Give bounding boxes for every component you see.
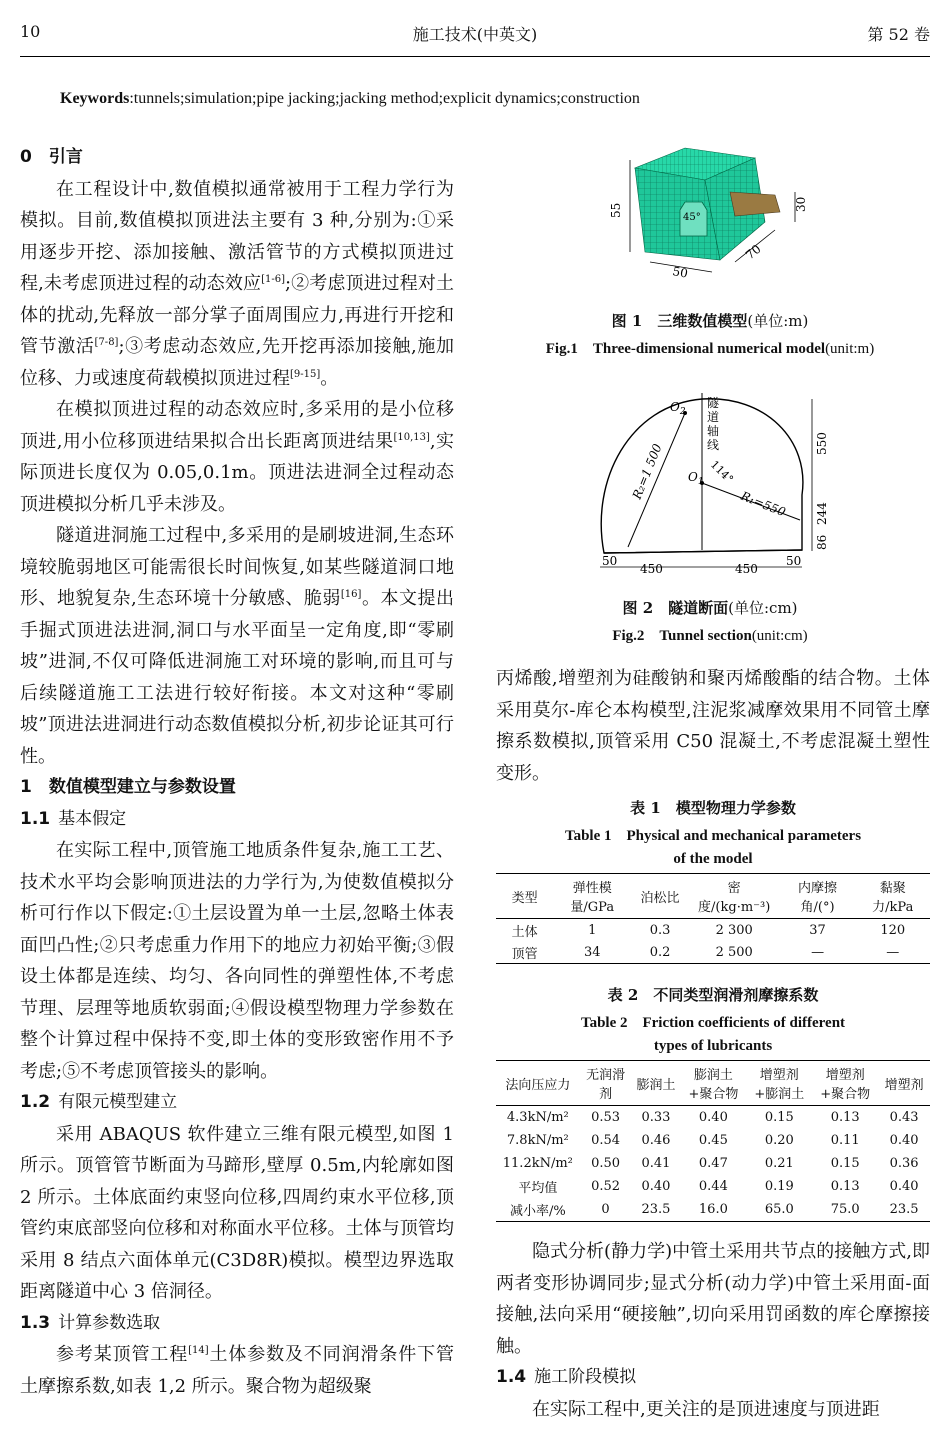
keywords-line — [60, 90, 640, 108]
table-cell: — — [780, 941, 856, 964]
table-cell: 0.19 — [764, 1179, 794, 1194]
table-cell: 0.21 — [764, 1156, 794, 1171]
table-cell: 0.13 — [830, 1179, 860, 1194]
section-text: 计算参数选取 — [58, 1312, 161, 1333]
table-cell: 0.43 — [889, 1110, 919, 1125]
table-cell: 0.36 — [889, 1156, 919, 1171]
table-header-cell: 无润滑剂 — [580, 1061, 632, 1106]
axis-label-char: 道 — [707, 410, 720, 424]
table-cell: 0.47 — [698, 1156, 728, 1171]
table-cell: 1 — [588, 922, 597, 938]
axis-label-char: 隧 — [707, 396, 720, 410]
table-row — [496, 1198, 930, 1222]
table-cell: 65.0 — [746, 1198, 812, 1222]
table-header-cell: 膨润土+聚合物 — [680, 1061, 746, 1106]
table-header-cell: 内摩擦角/(°) — [780, 874, 856, 919]
dim-label: 450 — [735, 562, 758, 576]
text: ,实际顶进长度仅为 0.05,0.1m。顶进法进洞全过程动态顶进模拟分析几乎未涉及。 — [20, 430, 454, 515]
paragraph: 在实际工程中,更关注的是顶进速度与顶进距 — [532, 1398, 880, 1420]
table-header-cell: 弹性模量/GPa — [553, 874, 631, 919]
table-cell: 37 — [809, 922, 826, 938]
text: 隧道进洞施工过程中,多采用的是刷坡进洞,生态环境较脆弱地区可能需很长时间恢复,如某些隧道洞口地形、地貌复杂,生态环境十分敏感、脆弱 — [20, 525, 454, 609]
table-cell: 4.3kN/m² — [506, 1110, 569, 1125]
text: 在工程设计中,数值模拟通常被用于工程力学行为模拟。目前,数值模拟顶进法主要有 3 种,分别为:①采用逐步开挖、添加接触、激活管节的方式模拟顶进过程,未考虑顶进过程的动态效应 — [20, 178, 454, 294]
journal-title: 施工技术(中英文) — [412, 25, 538, 44]
table-cell: — — [856, 941, 930, 964]
text: 。 — [320, 367, 339, 389]
table-cell: 顶管 — [496, 941, 553, 964]
citation: [10,13] — [393, 431, 430, 443]
table-cell: 0.40 — [889, 1179, 919, 1194]
text: ;③考虑动态效应,先开挖再添加接触,施加位移、力或速度荷载模拟顶进过程 — [20, 336, 455, 389]
table-cell: 0.11 — [830, 1133, 860, 1148]
table-header-row — [496, 1061, 930, 1106]
section-1-1-title — [20, 804, 454, 836]
citation: [14] — [188, 1345, 209, 1356]
dim-label: 50 — [602, 554, 618, 568]
text: 土体参数及不同润滑条件下管土摩擦系数,如表 1,2 所示。聚合物为超级聚 — [20, 1344, 455, 1397]
table-1-caption-en-1: Table 1 Physical and mechanical parameters — [564, 828, 862, 844]
axis-label — [707, 396, 720, 452]
table-row — [496, 1106, 930, 1130]
table-cell: 0.15 — [830, 1156, 860, 1171]
table-header-row — [496, 874, 930, 919]
table-cell: 0.40 — [698, 1110, 728, 1125]
figure-2-section — [590, 385, 835, 585]
label-main: O — [670, 400, 680, 414]
table-header-cell: 法向压应力 — [496, 1061, 580, 1106]
paragraph — [20, 394, 454, 520]
table-cell: 34 — [553, 941, 631, 964]
keywords-label: Keywords — [60, 90, 130, 107]
citation: [1-6] — [261, 274, 286, 285]
right-column-bottom — [496, 1236, 930, 1425]
tunnel-invert — [604, 550, 802, 553]
caption-unit: (单位:cm) — [728, 599, 798, 617]
table-1-caption-cn: 表 1 模型物理力学参数 — [630, 799, 796, 817]
angle-label: 114° — [707, 457, 736, 486]
table-cell: 减小率/% — [496, 1198, 580, 1222]
section-1-3-title — [20, 1308, 454, 1340]
right-column-top — [496, 663, 930, 789]
section-0-title: 0 引言 — [20, 147, 83, 167]
citation: [7-8] — [94, 337, 119, 348]
table-cell: 16.0 — [680, 1198, 746, 1222]
figure-2-caption-cn — [470, 597, 950, 618]
section-number: 1.3 — [20, 1312, 51, 1333]
dim-label: 30 — [794, 196, 808, 212]
table-header-cell: 密度/(kg·m⁻³) — [689, 874, 780, 919]
paragraph — [20, 174, 454, 395]
page-number: 10 — [20, 22, 41, 41]
text: 在模拟顶进过程的动态效应时,多采用的是小位移顶进,用小位移顶进结果拟合出长距离顶进结果 — [20, 399, 454, 452]
table-2 — [496, 1060, 930, 1222]
section-1-title: 1 数值模型建立与参数设置 — [20, 777, 236, 797]
table-cell: 2 300 — [715, 922, 753, 938]
table-row — [496, 1129, 930, 1152]
section-text: 施工阶段模拟 — [534, 1367, 637, 1387]
table-cell: 0.54 — [591, 1133, 621, 1148]
table-cell: 0.13 — [830, 1110, 860, 1125]
table-cell: 0.53 — [591, 1110, 621, 1125]
axis-label-char: 线 — [707, 438, 720, 452]
caption-text: Fig.1 Three-dimensional numerical model — [545, 341, 826, 357]
table-cell: 75.0 — [812, 1198, 878, 1222]
section-1-4-title — [496, 1362, 930, 1394]
table-2-caption-en-2: types of lubricants — [653, 1038, 773, 1054]
caption-unit: (unit:cm) — [751, 628, 808, 644]
caption-text: Fig.2 Tunnel section — [612, 628, 752, 644]
table-cell: 0.20 — [764, 1133, 794, 1148]
caption-unit: (unit:m) — [825, 341, 875, 357]
table-cell: 2 500 — [689, 941, 780, 964]
table-cell: 0.40 — [889, 1133, 919, 1148]
axis-label-char: 轴 — [707, 424, 720, 438]
dim-label: 50 — [786, 554, 802, 568]
table-cell: 23.5 — [878, 1198, 930, 1222]
table-cell: 120 — [880, 922, 906, 938]
table-header-cell: 膨润土 — [631, 1061, 680, 1106]
table-cell: 0.2 — [631, 941, 688, 964]
section-number: 1.1 — [20, 808, 51, 829]
label-main: O — [688, 470, 698, 484]
o1-label — [688, 470, 704, 487]
table-header-cell: 泊松比 — [631, 874, 688, 919]
dim-label: 550 — [815, 432, 829, 455]
table-1 — [496, 873, 930, 964]
r2-label: R₂=1 500 — [629, 441, 665, 502]
table-cell: 0.41 — [641, 1156, 671, 1171]
section-number: 1.2 — [20, 1092, 51, 1112]
table-header-cell: 增塑剂 — [878, 1061, 930, 1106]
caption-text: 图 2 隧道断面 — [622, 599, 729, 617]
table-2-caption-en-1: Table 2 Friction coefficients of different — [580, 1015, 846, 1031]
table-cell: 11.2kN/m² — [502, 1156, 573, 1171]
table-header-cell: 类型 — [496, 874, 553, 919]
figure-1-caption-cn — [470, 310, 950, 331]
header-rule — [20, 56, 930, 57]
table-1-caption-en-2: of the model — [673, 851, 753, 867]
pipe-jack — [730, 192, 780, 216]
text: 参考某顶管工程 — [56, 1344, 189, 1365]
text: 。本文提出手掘式顶进法进洞,洞口与水平面呈一定角度,即“零刷坡”进洞,不仅可降低进洞施工对环境的影响,而且可与后续隧道施工工法进行较好衔接。本文对这种“零刷坡”顶进法进洞进行动态数值模拟分析,初步论证其可行性。 — [20, 588, 454, 767]
caption-text: 图 1 三维数值模型 — [611, 312, 748, 330]
paragraph — [20, 1339, 454, 1402]
table-header-cell: 黏聚力/kPa — [856, 874, 930, 919]
volume-label: 第 52 卷 — [867, 25, 930, 44]
paragraph: 采用 ABAQUS 软件建立三维有限元模型,如图 1 所示。顶管管节断面为马蹄形,壁厚 0.5m,内轮廓如图 2 所示。土体底面约束竖向位移,四周约束水平位移,顶管约束底部竖向位移和对称面水平位移。土体与顶管均采用 8 结点六面体单元(C3D8R)模拟。模型边界选取距离隧道中心 3 倍洞径。 — [20, 1123, 454, 1302]
keywords-text: :tunnels;simulation;pipe jacking;jacking method;explicit dynamics;construction — [129, 90, 640, 107]
table-header-cell: 增塑剂+膨润土 — [746, 1061, 812, 1106]
citation: [9-15] — [290, 368, 321, 380]
figure-2-caption-en — [470, 624, 950, 645]
text: ;②考虑顶进过程对土体的扰动,先释放一部分掌子面周围应力,再进行开挖和管节激活 — [20, 273, 454, 357]
dim-label: 70 — [742, 241, 764, 263]
section-1-2-title — [20, 1087, 454, 1119]
table-cell: 0.52 — [591, 1179, 621, 1194]
table-row — [496, 1175, 930, 1198]
table-cell: 0.3 — [649, 922, 671, 938]
dim-label: 450 — [640, 562, 663, 576]
table-header-cell: 增塑剂+聚合物 — [812, 1061, 878, 1106]
table-cell: 0.50 — [591, 1156, 621, 1171]
caption-unit: (单位:m) — [747, 312, 809, 330]
table-cell: 7.8kN/m² — [506, 1133, 569, 1148]
figure-1-caption-en — [470, 337, 950, 358]
paragraph — [20, 520, 454, 772]
paragraph: 丙烯酸,增塑剂为硅酸钠和聚丙烯酸酯的结合物。土体采用莫尔-库仑本构模型,注泥浆减摩效果用不同管土摩擦系数模拟,顶管采用 C50 混凝土,不考虑混凝土塑性变形。 — [496, 668, 930, 784]
citation: [16] — [340, 589, 362, 600]
section-number: 1.4 — [496, 1367, 527, 1387]
table-cell: 0 — [580, 1198, 632, 1222]
table-cell: 0.33 — [641, 1110, 671, 1125]
table-cell: 0.40 — [641, 1179, 671, 1194]
paragraph: 在实际工程中,顶管施工地质条件复杂,施工工艺、技术水平均会影响顶进法的力学行为,为使数值模拟分析可行作以下假定:①土层设置为单一土层,忽略土体表面凹凸性;②只考虑重力作用下的地应力初始平衡;③假设土体都是连续、均匀、各向同性的弹塑性体,不考虑节理、层理等地质软弱面;④假设模型物理力学参数在整个计算过程中保持不变,即土体的变形致密作用不予考虑;⑤不考虑顶管接头的影响。 — [20, 840, 454, 1082]
paragraph: 隐式分析(静力学)中管土采用共节点的接触方式,即两者变形协调同步;显式分析(动力学)中管土采用面-面接触,法向采用“硬接触”,切向采用罚函数的库仑摩擦接触。 — [496, 1241, 930, 1357]
table-cell: 平均值 — [518, 1181, 558, 1196]
table-cell: 23.5 — [631, 1198, 680, 1222]
table-cell: 0.45 — [698, 1133, 728, 1148]
r1-label: R₁=550 — [738, 488, 788, 520]
label-sub: 2 — [679, 407, 686, 417]
table-row — [496, 1152, 930, 1175]
dim-label: 86 — [815, 534, 829, 550]
table-cell: 土体 — [511, 924, 538, 940]
table-row — [496, 941, 930, 964]
table-row — [496, 919, 930, 942]
table-cell: 0.15 — [764, 1110, 794, 1125]
figure-1-model — [590, 140, 830, 290]
table-2-caption-cn: 表 2 不同类型润滑剂摩擦系数 — [607, 986, 819, 1004]
left-column — [20, 142, 454, 1402]
dim-label: 55 — [609, 202, 623, 218]
dim-label: 244 — [815, 502, 829, 525]
section-text: 有限元模型建立 — [58, 1092, 178, 1112]
table-cell: 0.46 — [641, 1133, 671, 1148]
label-sub: 1 — [697, 477, 704, 487]
table-cell: 0.44 — [698, 1179, 728, 1194]
angle-label: 45° — [683, 212, 701, 223]
section-text: 基本假定 — [58, 808, 127, 829]
dim-label: 50 — [671, 264, 689, 281]
